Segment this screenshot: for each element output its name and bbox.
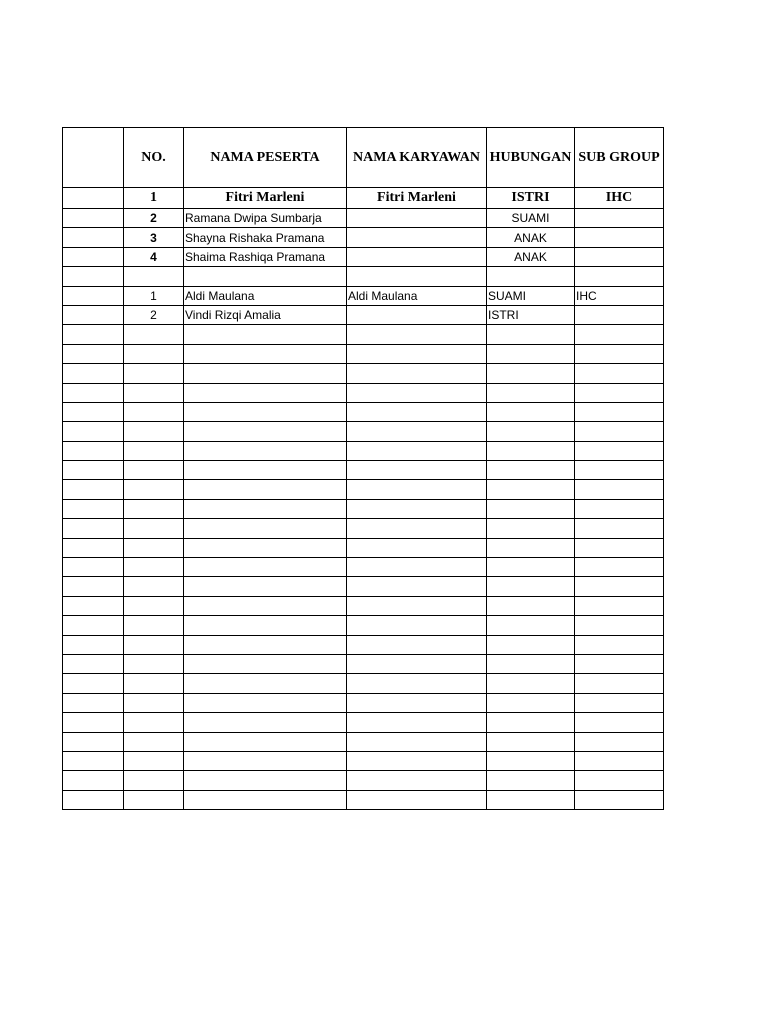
empty-cell — [184, 713, 347, 732]
empty-cell — [124, 519, 184, 538]
empty-cell — [347, 402, 487, 421]
empty-cell — [124, 790, 184, 809]
table-row — [63, 228, 664, 247]
empty-row — [63, 713, 664, 732]
cell-nama-peserta: Aldi Maulana — [184, 286, 347, 305]
table-row — [63, 305, 664, 324]
empty-cell — [184, 364, 347, 383]
empty-cell — [184, 441, 347, 460]
empty-cell — [575, 344, 664, 363]
empty-row — [63, 422, 664, 441]
empty-cell — [124, 751, 184, 770]
empty-cell — [184, 751, 347, 770]
empty-cell — [63, 693, 124, 712]
empty-cell — [124, 441, 184, 460]
empty-cell — [63, 344, 124, 363]
empty-cell — [63, 713, 124, 732]
empty-cell — [487, 499, 575, 518]
empty-cell — [124, 577, 184, 596]
empty-cell — [63, 402, 124, 421]
empty-cell — [63, 790, 124, 809]
empty-cell — [575, 771, 664, 790]
empty-cell — [487, 538, 575, 557]
empty-cell — [124, 364, 184, 383]
empty-cell — [347, 383, 487, 402]
header-sub-group: SUB GROUP — [575, 128, 664, 188]
empty-cell — [487, 383, 575, 402]
empty-cell — [63, 596, 124, 615]
empty-cell — [184, 325, 347, 344]
cell-nama-peserta: Shaima Rashiqa Pramana — [184, 247, 347, 266]
empty-cell — [184, 635, 347, 654]
empty-cell — [63, 577, 124, 596]
empty-row — [63, 751, 664, 770]
empty-cell — [63, 558, 124, 577]
empty-cell — [487, 558, 575, 577]
cell-blank — [124, 267, 184, 286]
empty-cell — [487, 422, 575, 441]
empty-row — [63, 654, 664, 673]
empty-cell — [124, 732, 184, 751]
empty-cell — [487, 480, 575, 499]
empty-cell — [124, 713, 184, 732]
empty-cell — [575, 751, 664, 770]
header-nama-karyawan: NAMA KARYAWAN — [347, 128, 487, 188]
empty-cell — [347, 461, 487, 480]
empty-row — [63, 461, 664, 480]
empty-cell — [487, 713, 575, 732]
empty-cell — [575, 325, 664, 344]
empty-cell — [575, 693, 664, 712]
empty-cell — [487, 616, 575, 635]
empty-cell — [487, 674, 575, 693]
empty-cell — [63, 325, 124, 344]
empty-cell — [487, 654, 575, 673]
empty-cell — [184, 558, 347, 577]
empty-row — [63, 519, 664, 538]
empty-cell — [124, 383, 184, 402]
empty-cell — [347, 635, 487, 654]
table-row — [63, 286, 664, 305]
empty-cell — [124, 596, 184, 615]
table-row — [63, 209, 664, 228]
empty-cell — [487, 344, 575, 363]
empty-cell — [347, 693, 487, 712]
empty-cell — [124, 422, 184, 441]
empty-cell — [487, 325, 575, 344]
empty-cell — [184, 771, 347, 790]
empty-cell — [487, 577, 575, 596]
empty-cell — [347, 674, 487, 693]
empty-cell — [487, 771, 575, 790]
empty-cell — [347, 441, 487, 460]
empty-cell — [124, 693, 184, 712]
cell-blank — [63, 286, 124, 305]
empty-row — [63, 364, 664, 383]
empty-cell — [347, 422, 487, 441]
empty-cell — [575, 402, 664, 421]
empty-cell — [487, 693, 575, 712]
cell-nama-karyawan — [347, 247, 487, 266]
empty-cell — [63, 771, 124, 790]
empty-cell — [63, 441, 124, 460]
cell-hubungan: ANAK — [487, 228, 575, 247]
empty-cell — [63, 383, 124, 402]
cell-hubungan: SUAMI — [487, 209, 575, 228]
empty-cell — [124, 402, 184, 421]
empty-cell — [63, 519, 124, 538]
empty-cell — [124, 499, 184, 518]
cell-nama-karyawan: Fitri Marleni — [347, 188, 487, 209]
empty-cell — [487, 364, 575, 383]
empty-row — [63, 693, 664, 712]
cell-no: 4 — [124, 247, 184, 266]
cell-blank — [63, 267, 124, 286]
empty-cell — [347, 519, 487, 538]
empty-cell — [347, 771, 487, 790]
empty-cell — [184, 674, 347, 693]
cell-blank — [63, 305, 124, 324]
table-row — [63, 247, 664, 266]
empty-cell — [124, 654, 184, 673]
empty-cell — [124, 674, 184, 693]
empty-cell — [184, 693, 347, 712]
empty-row — [63, 480, 664, 499]
cell-sub-group — [575, 209, 664, 228]
empty-cell — [575, 364, 664, 383]
empty-cell — [63, 635, 124, 654]
empty-row — [63, 344, 664, 363]
empty-cell — [575, 635, 664, 654]
empty-cell — [575, 674, 664, 693]
header-hubungan: HUBUNGAN — [487, 128, 575, 188]
empty-cell — [63, 538, 124, 557]
empty-cell — [63, 499, 124, 518]
empty-cell — [575, 596, 664, 615]
cell-nama-karyawan — [347, 305, 487, 324]
empty-cell — [347, 364, 487, 383]
cell-no: 3 — [124, 228, 184, 247]
cell-no: 2 — [124, 209, 184, 228]
empty-cell — [347, 616, 487, 635]
header-no: NO. — [124, 128, 184, 188]
empty-cell — [184, 383, 347, 402]
cell-no: 2 — [124, 305, 184, 324]
empty-cell — [487, 461, 575, 480]
empty-row — [63, 383, 664, 402]
empty-cell — [575, 577, 664, 596]
empty-cell — [347, 596, 487, 615]
empty-cell — [63, 480, 124, 499]
empty-cell — [124, 325, 184, 344]
cell-hubungan: SUAMI — [487, 286, 575, 305]
cell-sub-group — [575, 305, 664, 324]
cell-nama-peserta: Ramana Dwipa Sumbarja — [184, 209, 347, 228]
cell-blank — [63, 247, 124, 266]
empty-cell — [487, 596, 575, 615]
empty-cell — [347, 344, 487, 363]
empty-cell — [575, 422, 664, 441]
empty-cell — [347, 499, 487, 518]
cell-nama-karyawan: Aldi Maulana — [347, 286, 487, 305]
header-blank — [63, 128, 124, 188]
cell-blank — [347, 267, 487, 286]
empty-cell — [487, 790, 575, 809]
empty-cell — [63, 461, 124, 480]
empty-cell — [184, 538, 347, 557]
empty-cell — [124, 616, 184, 635]
participant-table — [62, 127, 664, 810]
empty-cell — [487, 441, 575, 460]
empty-cell — [487, 519, 575, 538]
cell-blank — [63, 188, 124, 209]
cell-nama-peserta: Vindi Rizqi Amalia — [184, 305, 347, 324]
empty-cell — [347, 654, 487, 673]
empty-row — [63, 635, 664, 654]
cell-blank — [63, 209, 124, 228]
empty-cell — [124, 344, 184, 363]
empty-cell — [575, 519, 664, 538]
empty-cell — [575, 441, 664, 460]
cell-sub-group: IHC — [575, 188, 664, 209]
empty-cell — [63, 422, 124, 441]
empty-cell — [347, 558, 487, 577]
empty-cell — [575, 461, 664, 480]
empty-cell — [184, 577, 347, 596]
empty-row — [63, 499, 664, 518]
empty-cell — [575, 480, 664, 499]
cell-nama-karyawan — [347, 209, 487, 228]
cell-blank — [184, 267, 347, 286]
empty-cell — [63, 616, 124, 635]
empty-cell — [487, 635, 575, 654]
empty-row — [63, 402, 664, 421]
cell-hubungan: ISTRI — [487, 305, 575, 324]
table-row — [63, 188, 664, 209]
empty-row — [63, 325, 664, 344]
cell-sub-group: IHC — [575, 286, 664, 305]
empty-row — [63, 790, 664, 809]
empty-cell — [575, 616, 664, 635]
header-nama-peserta: NAMA PESERTA — [184, 128, 347, 188]
empty-cell — [575, 713, 664, 732]
cell-sub-group — [575, 247, 664, 266]
empty-cell — [124, 771, 184, 790]
empty-row — [63, 771, 664, 790]
cell-nama-karyawan — [347, 228, 487, 247]
empty-cell — [63, 674, 124, 693]
empty-cell — [184, 402, 347, 421]
empty-cell — [575, 654, 664, 673]
empty-cell — [184, 732, 347, 751]
cell-sub-group — [575, 228, 664, 247]
header-row — [63, 128, 664, 188]
empty-cell — [575, 732, 664, 751]
empty-cell — [575, 499, 664, 518]
empty-cell — [124, 480, 184, 499]
cell-nama-peserta: Shayna Rishaka Pramana — [184, 228, 347, 247]
empty-cell — [575, 790, 664, 809]
empty-cell — [184, 519, 347, 538]
empty-cell — [63, 364, 124, 383]
empty-cell — [184, 596, 347, 615]
cell-blank — [575, 267, 664, 286]
cell-hubungan: ISTRI — [487, 188, 575, 209]
empty-cell — [124, 461, 184, 480]
empty-cell — [487, 402, 575, 421]
empty-row — [63, 616, 664, 635]
empty-row — [63, 732, 664, 751]
cell-no: 1 — [124, 188, 184, 209]
cell-no: 1 — [124, 286, 184, 305]
empty-cell — [63, 732, 124, 751]
empty-row — [63, 558, 664, 577]
empty-cell — [184, 422, 347, 441]
empty-cell — [347, 538, 487, 557]
empty-cell — [124, 538, 184, 557]
cell-nama-peserta: Fitri Marleni — [184, 188, 347, 209]
empty-cell — [184, 461, 347, 480]
empty-cell — [575, 558, 664, 577]
empty-cell — [347, 577, 487, 596]
empty-cell — [184, 499, 347, 518]
empty-cell — [347, 790, 487, 809]
empty-row — [63, 596, 664, 615]
empty-cell — [347, 480, 487, 499]
cell-blank — [487, 267, 575, 286]
empty-cell — [347, 751, 487, 770]
empty-row — [63, 577, 664, 596]
empty-row — [63, 674, 664, 693]
table-row — [63, 267, 664, 286]
empty-cell — [63, 654, 124, 673]
empty-row — [63, 538, 664, 557]
empty-cell — [124, 635, 184, 654]
empty-cell — [184, 616, 347, 635]
empty-cell — [347, 713, 487, 732]
empty-cell — [124, 558, 184, 577]
empty-cell — [487, 751, 575, 770]
empty-cell — [347, 325, 487, 344]
empty-cell — [184, 344, 347, 363]
cell-blank — [63, 228, 124, 247]
empty-cell — [575, 538, 664, 557]
cell-hubungan: ANAK — [487, 247, 575, 266]
empty-cell — [575, 383, 664, 402]
empty-cell — [487, 732, 575, 751]
empty-cell — [184, 480, 347, 499]
empty-row — [63, 441, 664, 460]
empty-cell — [347, 732, 487, 751]
empty-cell — [184, 790, 347, 809]
empty-cell — [63, 751, 124, 770]
empty-cell — [184, 654, 347, 673]
